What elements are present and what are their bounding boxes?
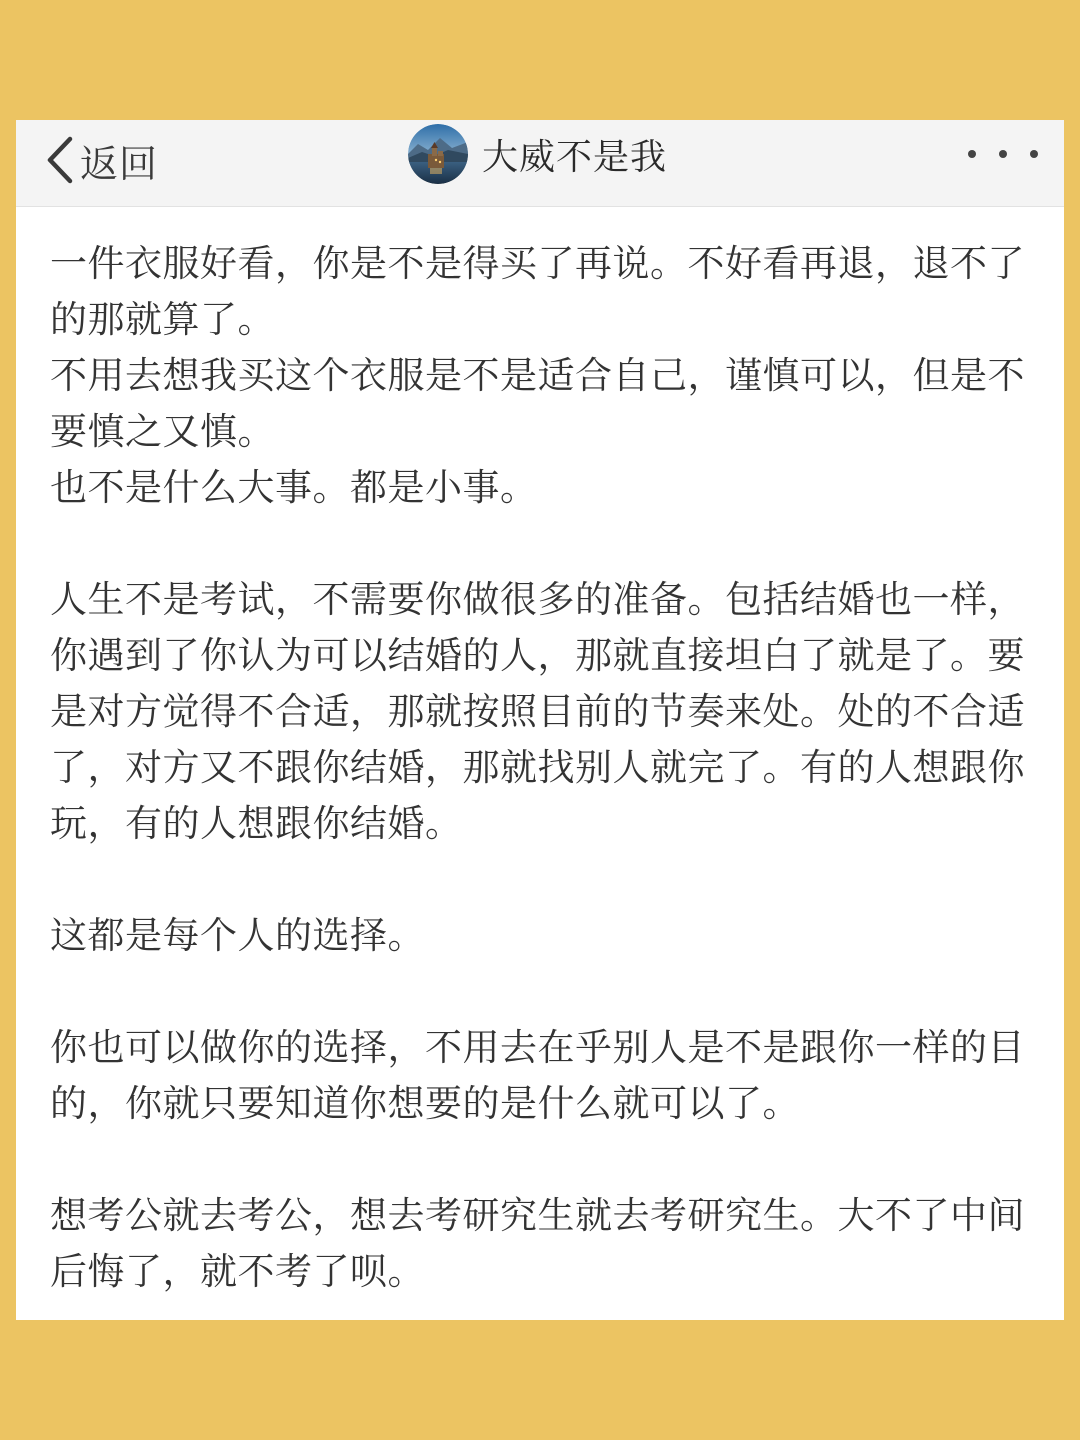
top-nav-bar (16, 120, 1064, 207)
more-dot (1030, 150, 1038, 158)
paragraph-gap (50, 964, 1030, 1020)
post-card (16, 120, 1064, 1320)
paragraph: 一件衣服好看，你是不是得买了再说。不好看再退，退不了的那就算了。 (50, 242, 1025, 341)
author-profile[interactable] (408, 122, 667, 186)
back-label: 返回 (80, 141, 159, 186)
chevron-left-icon (42, 135, 78, 185)
more-button[interactable] (968, 136, 1038, 172)
post-body (50, 236, 1030, 1300)
paragraph: 人生不是考试，不需要你做很多的准备。包括结婚也一样，你遇到了你认为可以结婚的人，那就直接坦白了就是了。要是对方觉得不合适，那就按照目前的节奏来处。处的不合适了，对方又不跟你结婚，那就找别人就完了。有的人想跟你玩，有的人想跟你结婚。 (50, 578, 1025, 845)
paragraph: 也不是什么大事。都是小事。 (50, 466, 538, 509)
more-dot (999, 150, 1007, 158)
more-dots-icon (968, 150, 976, 158)
avatar[interactable] (408, 124, 468, 184)
paragraph-gap (50, 1132, 1030, 1188)
paragraph: 这都是每个人的选择。 (50, 914, 425, 957)
paragraph: 想考公就去考公，想去考研究生就去考研究生。大不了中间后悔了，就不考了呗。 (50, 1194, 1025, 1293)
paragraph-gap (50, 516, 1030, 572)
back-button[interactable] (42, 128, 158, 192)
paragraph: 你也可以做你的选择，不用去在乎别人是不是跟你一样的目的，你就只要知道你想要的是什么就可以了。 (50, 1026, 1025, 1125)
paragraph-gap (50, 852, 1030, 908)
paragraph: 不用去想我买这个衣服是不是适合自己，谨慎可以，但是不要慎之又慎。 (50, 354, 1025, 453)
author-name[interactable]: 大威不是我 (482, 136, 668, 178)
